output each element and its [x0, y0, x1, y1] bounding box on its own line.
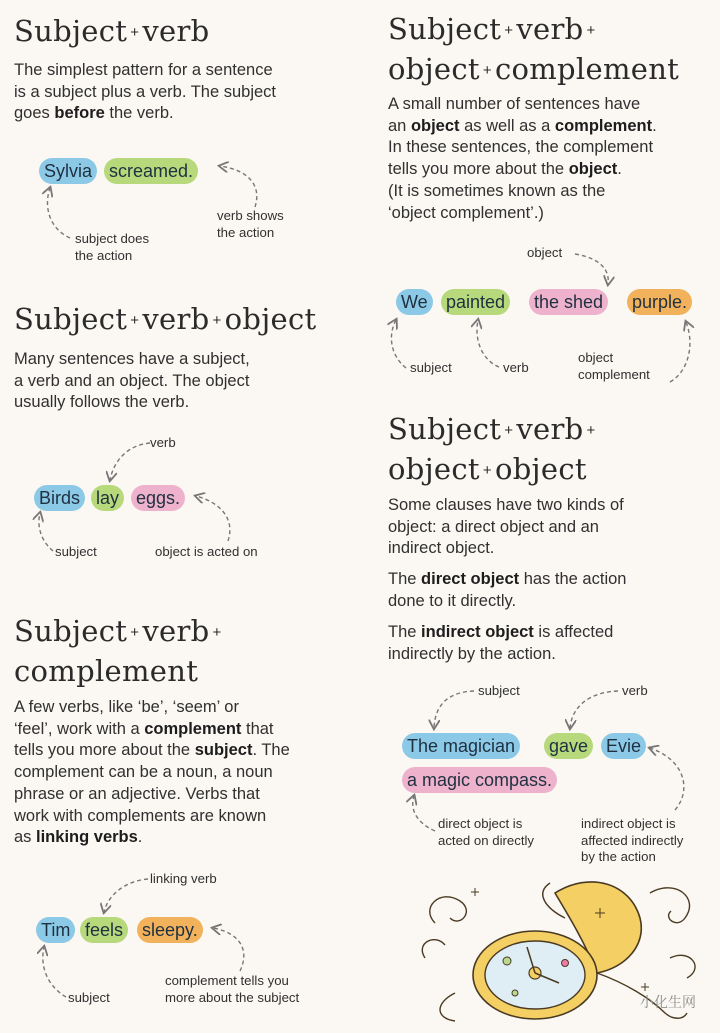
note-subject: subject — [55, 544, 97, 559]
paragraph-object-complement: A small number of sentences have an object as well as a complement. In these sentences, the complement tells you more about the object. (It is sometimes known as the ‘object complement’.) — [388, 95, 657, 222]
arrow-complement — [213, 928, 244, 971]
arrow-direct — [413, 796, 435, 831]
note-subject-does-action: subject does the action — [75, 231, 150, 263]
heading-subject-verb-object-object: Subject + verb + object + object — [388, 412, 596, 486]
heading-subject-verb: Subject + verb — [14, 14, 210, 48]
note-subject: subject — [478, 683, 520, 698]
paragraph-subject-verb-object: Many sentences have a subject, a verb and an object. The object usually follows the verb. — [14, 350, 250, 412]
note-object-complement: object complement — [578, 350, 650, 382]
heading-subject-verb-object-complement: Subject + verb + object + complement — [388, 12, 680, 86]
arrow-indirect — [650, 748, 684, 810]
heading-subject-verb-complement: Subject + verb + complement — [14, 614, 222, 688]
arrow-object — [196, 496, 230, 541]
object-chip: eggs. — [131, 485, 185, 511]
arrow-verb — [477, 320, 499, 367]
arrow-verb — [220, 166, 257, 207]
note-object-acted-on: object is acted on — [155, 544, 258, 559]
paragraph-subject-verb-complement: A few verbs, like ‘be’, ‘seem’ or ‘feel’, work with a complement that tells you more about the subject. The complement can be a noun, a noun phrase or an adjective. Verbs that work with complements are known as linking verbs. — [14, 698, 290, 847]
note-object: object — [527, 245, 563, 260]
note-complement-tells: complement tells you more about the subject — [165, 973, 300, 1005]
complement-chip: purple. — [627, 289, 692, 315]
verb-chip: screamed. — [104, 158, 198, 184]
arrow-subject — [434, 691, 474, 728]
paragraph-two-objects: Some clauses have two kinds of object: a direct object and an indirect object. — [388, 496, 624, 558]
arrow-linking-verb — [104, 879, 148, 912]
note-verb: verb — [503, 360, 529, 375]
complement-chip: sleepy. — [137, 917, 203, 943]
note-verb: verb — [622, 683, 648, 698]
arrow-verb — [570, 691, 618, 728]
arrow-subject — [39, 513, 53, 551]
watermark-text: 小化生网 — [640, 994, 696, 1010]
verb-chip: lay — [91, 485, 124, 511]
note-verb: verb — [150, 435, 176, 450]
paragraph-indirect-object: The indirect object is affected indirectly by the action. — [388, 623, 614, 663]
subject-chip: Tim — [36, 917, 75, 943]
arrow-complement — [670, 322, 690, 382]
arrow-subject — [43, 947, 66, 997]
verb-chip: gave — [544, 733, 593, 759]
note-subject: subject — [410, 360, 452, 375]
note-linking-verb: linking verb — [150, 871, 217, 886]
subject-chip: We — [396, 289, 433, 315]
verb-chip: feels — [80, 917, 128, 943]
note-indirect-object: indirect object is affected indirectly by the action — [581, 816, 684, 864]
object-chip: the shed — [529, 289, 608, 315]
direct-object-chip: a magic compass. — [402, 767, 557, 793]
subject-chip: Sylvia — [39, 158, 97, 184]
indirect-object-chip: Evie — [601, 733, 646, 759]
note-verb-shows-action: verb shows the action — [217, 208, 284, 240]
paragraph-direct-object: The direct object has the action done to it directly. — [388, 570, 627, 610]
note-subject: subject — [68, 990, 110, 1005]
paragraph-subject-verb: The simplest pattern for a sentence is a subject plus a verb. The subject goes before the verb. — [14, 61, 277, 123]
subject-chip: The magician — [402, 733, 520, 759]
arrow-verb — [110, 443, 150, 480]
verb-chip: painted — [441, 289, 510, 315]
arrow-object — [575, 254, 608, 284]
subject-chip: Birds — [34, 485, 85, 511]
arrow-subject — [391, 320, 406, 368]
note-direct-object: direct object is acted on directly — [438, 816, 535, 848]
heading-subject-verb-object: Subject + verb + object — [14, 302, 317, 336]
arrow-subject — [47, 188, 70, 238]
